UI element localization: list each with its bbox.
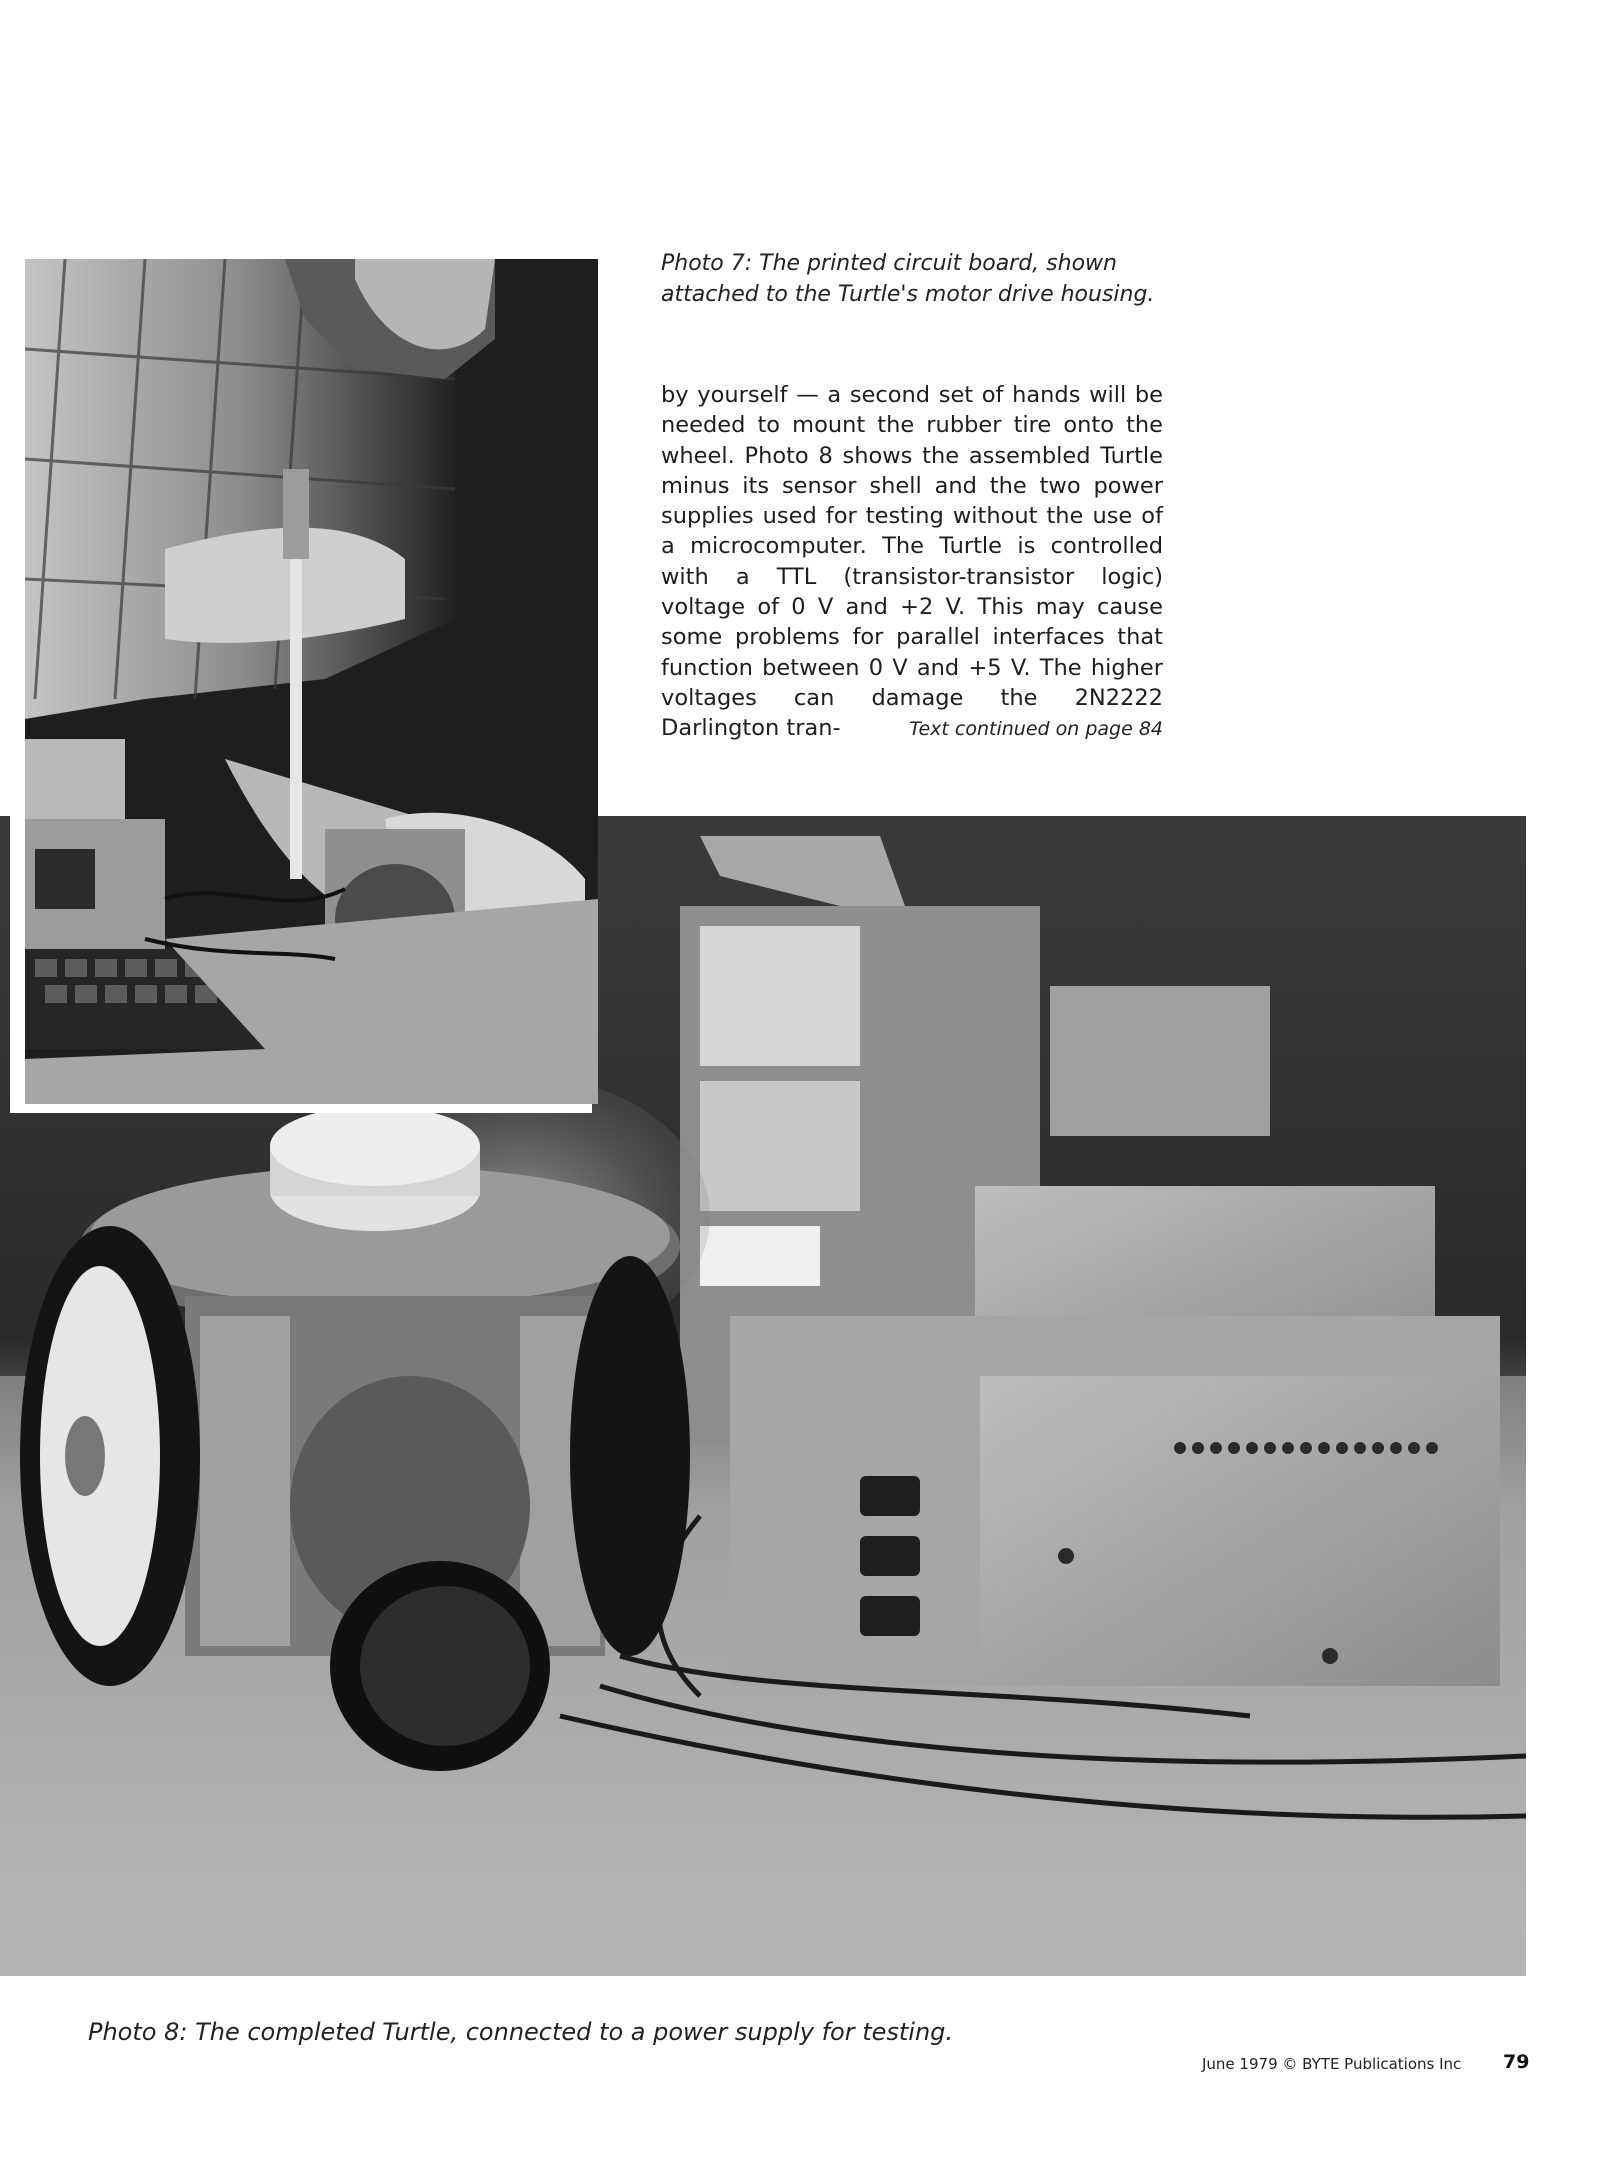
text-continued-note: Text continued on page 84 — [909, 718, 1163, 740]
page-number: 79 — [1503, 2051, 1530, 2073]
photo-7-frame — [10, 253, 592, 1113]
photo-8-caption: Photo 8: The completed Turtle, connected to a power supply for testing. — [88, 2018, 954, 2046]
photo-7-circuit-board — [25, 259, 598, 1104]
footer-credit: June 1979 © BYTE Publications Inc — [1202, 2055, 1462, 2073]
photo-7-caption: Photo 7: The printed circuit board, shown attached to the Turtle's motor drive housing. — [661, 251, 1155, 307]
article-body-text: by yourself — a second set of hands will be needed to mount the rubber tire onto the wheel. Photo 8 shows the assembled Turtle minus its sensor shell and the two power supplies used for testing without the use of a microcomputer. The Turtle is controlled with a TTL (transistor-transistor logic) voltage of 0 V and +2 V. This may cause some problems for parallel interfaces that function between 0 V and +5 V. The higher voltages can damage the 2N2222 Darlington tran- — [661, 382, 1163, 742]
photo-7-image — [25, 259, 598, 1104]
